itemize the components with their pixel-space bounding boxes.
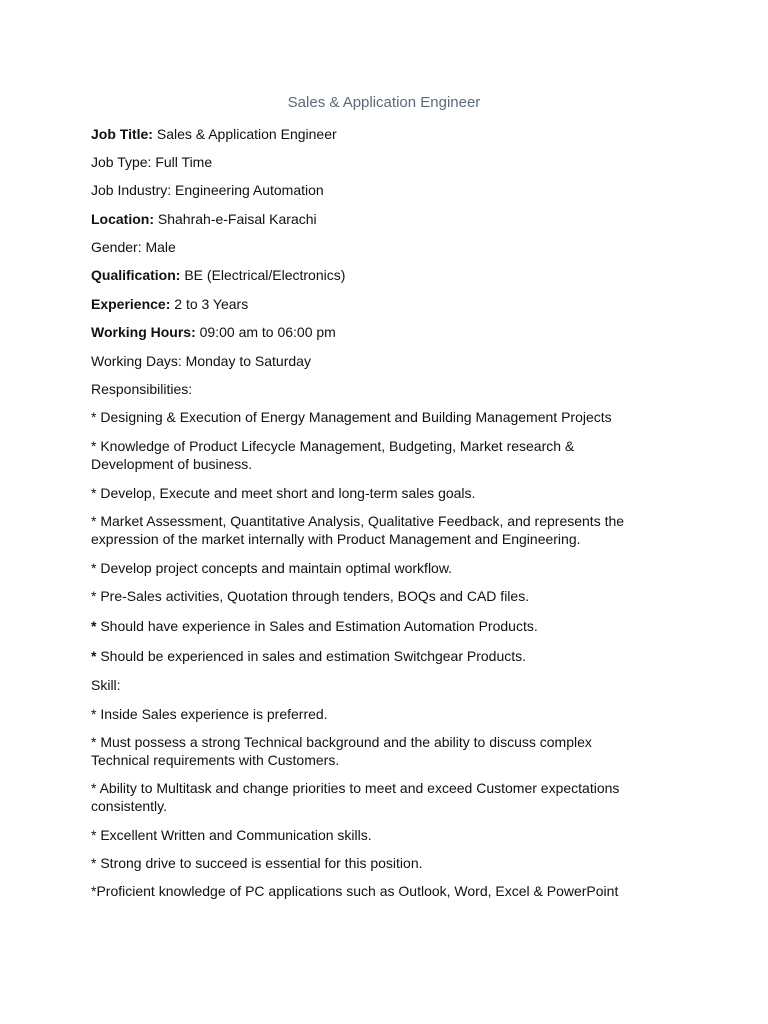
- responsibility-item: * Market Assessment, Quantitative Analysis, Qualitative Feedback, and represents the expression of the market internally with Product Management and Engineering.: [91, 513, 625, 547]
- skill-heading: Skill:: [91, 677, 121, 693]
- bullet-star: *: [91, 618, 97, 634]
- bullet-star: *: [91, 648, 97, 664]
- responsibility-item: * Designing & Execution of Energy Management and Building Management Projects: [91, 409, 612, 425]
- responsibilities-heading: Responsibilities:: [91, 381, 193, 397]
- qualification-label: Qualification:: [91, 267, 181, 283]
- responsibility-item-bold-star: [91, 647, 691, 665]
- location-value: Shahrah-e-Faisal Karachi: [154, 211, 317, 227]
- skill-item: * Must possess a strong Technical background and the ability to discuss complex Technical requirements with Customers.: [91, 734, 592, 768]
- working-hours-line: [91, 323, 691, 341]
- responsibility-item: * Pre-Sales activities, Quotation through tenders, BOQs and CAD files.: [91, 588, 530, 604]
- responsibility-text: Should be experienced in sales and estimation Switchgear Products.: [96, 648, 527, 664]
- working-hours-label: Working Hours:: [91, 324, 196, 340]
- skill-item: * Ability to Multitask and change priorities to meet and exceed Customer expectations consistently.: [91, 780, 620, 814]
- experience-label: Experience:: [91, 296, 171, 312]
- job-industry-line: Job Industry: Engineering Automation: [91, 182, 324, 198]
- experience-value: 2 to 3 Years: [170, 296, 249, 312]
- location-line: [91, 210, 691, 228]
- skill-item: * Excellent Written and Communication skills.: [91, 827, 372, 843]
- responsibility-text: Should have experience in Sales and Estimation Automation Products.: [96, 618, 538, 634]
- working-hours-value: 09:00 am to 06:00 pm: [195, 324, 336, 340]
- gender-line: Gender: Male: [91, 239, 176, 255]
- working-days-line: Working Days: Monday to Saturday: [91, 353, 311, 369]
- document-title: Sales & Application Engineer: [287, 94, 481, 111]
- responsibility-item: * Develop project concepts and maintain optimal workflow.: [91, 560, 453, 576]
- job-title-label: Job Title:: [91, 126, 153, 142]
- experience-line: [91, 295, 691, 313]
- skill-item: * Inside Sales experience is preferred.: [91, 706, 328, 722]
- responsibility-item: * Develop, Execute and meet short and long-term sales goals.: [91, 485, 476, 501]
- responsibility-item-bold-star: [91, 617, 691, 635]
- qualification-value: BE (Electrical/Electronics): [180, 267, 346, 283]
- skill-item: * Strong drive to succeed is essential for this position.: [91, 855, 423, 871]
- job-type-line: Job Type: Full Time: [91, 154, 213, 170]
- qualification-line: [91, 266, 691, 284]
- skill-item: *Proficient knowledge of PC applications such as Outlook, Word, Excel & PowerPoint: [91, 883, 619, 899]
- responsibility-item: * Knowledge of Product Lifecycle Management, Budgeting, Market research & Development of business.: [91, 438, 575, 472]
- job-title-value: Sales & Application Engineer: [152, 126, 337, 142]
- location-label: Location:: [91, 211, 154, 227]
- job-title-line: [91, 125, 691, 143]
